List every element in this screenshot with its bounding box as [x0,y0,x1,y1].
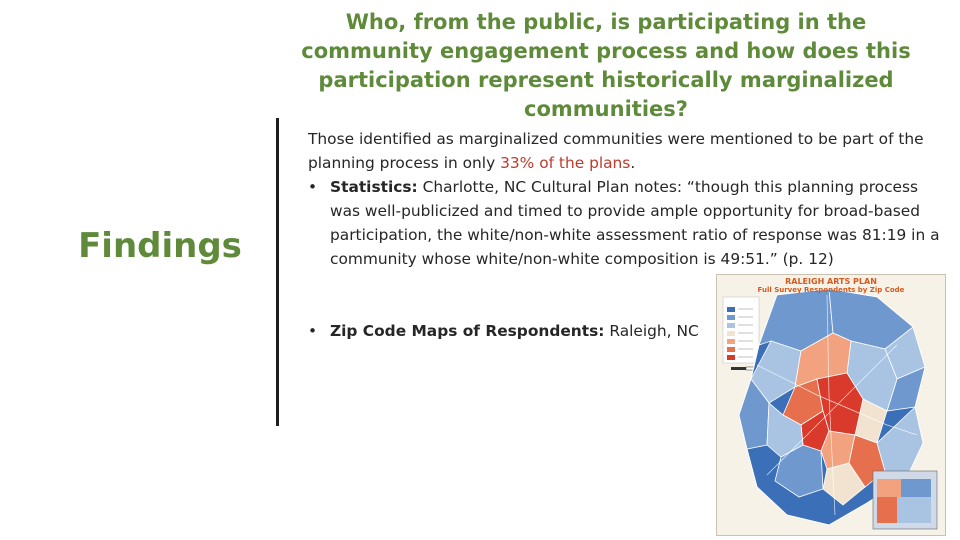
legend-swatch [727,347,735,352]
map-subtitle: Full Survey Respondents by Zip Code [757,286,905,294]
intro-highlight: 33% of the plans [500,154,631,172]
section-title: Findings [78,226,242,266]
legend-swatch [727,331,735,336]
bullet-marker: • [308,322,318,340]
statistics-text: Charlotte, NC Cultural Plan notes: “though this planning process was well-publicized and timed to provide ample opportunity for broad-based participation, the white/non-white assessment ratio of response was 81:19 in a community whose white/non-white composition is 49:51.” (p. 12) [330,178,940,268]
vertical-divider [276,118,279,426]
bullet-marker: • [308,178,318,196]
legend-swatch [727,323,735,328]
map-title: RALEIGH ARTS PLAN [785,277,877,286]
findings-body [308,127,944,271]
legend-swatch [727,315,735,320]
legend-swatch [727,339,735,344]
intro-text-1: Those identified as marginalized communities were mentioned to be part of the planning process in only [308,130,924,172]
raleigh-zip-map [716,274,946,536]
zip-code-label: Zip Code Maps of Respondents: [330,322,605,340]
legend-swatch [727,355,735,360]
statistics-label: Statistics: [330,178,418,196]
zip-code-text: Raleigh, NC [604,322,699,340]
map-legend [723,297,759,363]
intro-text-2: . [630,154,636,172]
legend-swatch [727,307,735,312]
slide-heading: Who, from the public, is participating in the community engagement process and how does this participation represent historically marginalized communities? [301,10,911,121]
zip-code-bullet [308,319,750,343]
map-graphic [717,275,945,535]
statistics-bullet [308,175,944,271]
intro-paragraph [308,127,944,175]
